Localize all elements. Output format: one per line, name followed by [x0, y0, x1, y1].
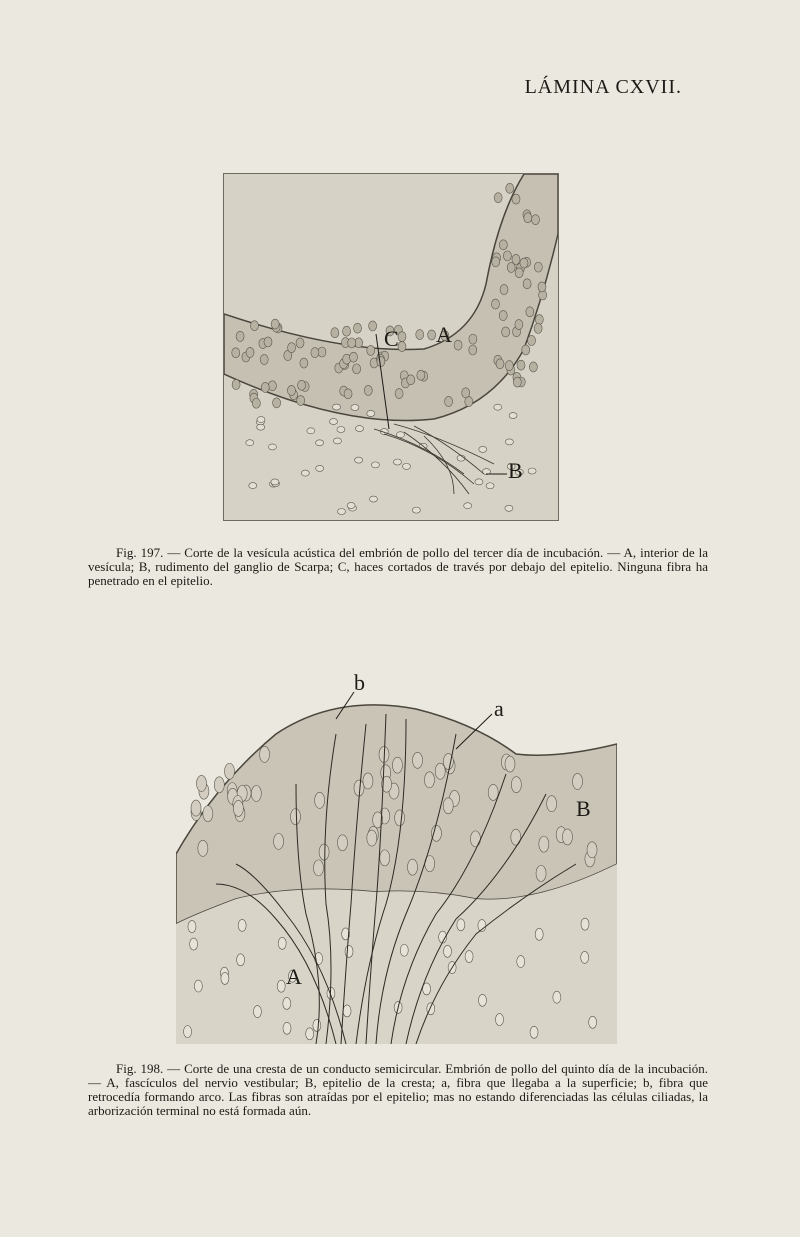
cell-nucleus — [369, 496, 377, 502]
cell-nucleus — [502, 327, 510, 337]
cell-nucleus — [529, 362, 537, 372]
cell-nucleus — [233, 800, 243, 816]
cell-nucleus — [331, 328, 339, 338]
cell-nucleus — [283, 1022, 291, 1034]
cell-nucleus — [313, 1019, 321, 1031]
cell-nucleus — [562, 829, 572, 845]
cell-nucleus — [496, 359, 504, 369]
cell-nucleus — [268, 444, 276, 450]
cell-nucleus — [194, 980, 202, 992]
cell-nucleus — [353, 364, 361, 374]
cell-nucleus — [306, 1028, 314, 1040]
cell-nucleus — [278, 937, 286, 949]
cell-nucleus — [505, 439, 513, 445]
cell-nucleus — [517, 956, 525, 968]
cell-nucleus — [246, 440, 254, 446]
cell-nucleus — [520, 258, 528, 268]
figure-198-label-a: A — [286, 964, 302, 989]
cell-nucleus — [488, 784, 498, 800]
cell-nucleus — [316, 440, 324, 446]
figure-198-illustration — [176, 664, 617, 1044]
cell-nucleus — [413, 752, 423, 768]
figure-198-label-b-small: b — [354, 670, 365, 695]
cell-nucleus — [319, 844, 329, 860]
cell-nucleus — [539, 836, 549, 852]
cell-nucleus — [395, 810, 405, 826]
cell-nucleus — [517, 360, 525, 370]
cell-nucleus — [505, 361, 513, 371]
cell-nucleus — [252, 398, 260, 408]
cell-nucleus — [371, 462, 379, 468]
cell-nucleus — [313, 860, 323, 876]
cell-nucleus — [214, 777, 224, 793]
cell-nucleus — [535, 315, 543, 325]
cell-nucleus — [515, 320, 523, 330]
cell-nucleus — [343, 1005, 351, 1017]
cell-nucleus — [190, 938, 198, 950]
cell-nucleus — [238, 919, 246, 931]
cell-nucleus — [347, 502, 355, 508]
cell-nucleus — [184, 1026, 192, 1038]
cell-nucleus — [268, 381, 276, 391]
cell-nucleus — [332, 404, 340, 410]
cell-nucleus — [470, 831, 480, 847]
figure-197-label-a: A — [436, 322, 452, 347]
cell-nucleus — [475, 479, 483, 485]
cell-nucleus — [581, 918, 589, 930]
cell-nucleus — [315, 792, 325, 808]
cell-nucleus — [416, 330, 424, 340]
cell-nucleus — [297, 396, 305, 406]
cell-nucleus — [486, 483, 494, 489]
cell-nucleus — [402, 463, 410, 469]
figure-197-caption: Fig. 197. — Corte de la vesícula acústica del embrión de pollo del tercer día de incubación. — A, interior de la vesícula; B, rudimento del ganglio de Scarpa; C, haces cortados de través por debajo del epitelio. Ninguna fibra ha penetrado en el epitelio. — [88, 545, 708, 588]
cell-nucleus — [587, 842, 597, 858]
figure-197-label-b: B — [508, 458, 523, 483]
cell-nucleus — [344, 389, 352, 399]
figure-197-label-c: C — [384, 326, 399, 351]
cell-nucleus — [197, 775, 207, 791]
cell-nucleus — [364, 385, 372, 395]
cell-nucleus — [547, 796, 557, 812]
cell-nucleus — [380, 850, 390, 866]
cell-nucleus — [478, 994, 486, 1006]
cell-nucleus — [532, 215, 540, 225]
cell-nucleus — [300, 358, 308, 368]
cell-nucleus — [355, 457, 363, 463]
cell-nucleus — [348, 338, 356, 348]
cell-nucleus — [224, 763, 234, 779]
cell-nucleus — [535, 928, 543, 940]
cell-nucleus — [260, 355, 268, 365]
cell-nucleus — [356, 426, 364, 432]
cell-nucleus — [249, 483, 257, 489]
cell-nucleus — [469, 345, 477, 355]
cell-nucleus — [369, 321, 377, 331]
cell-nucleus — [589, 1016, 597, 1028]
cell-nucleus — [503, 251, 511, 261]
cell-nucleus — [398, 341, 406, 351]
cell-nucleus — [457, 919, 465, 931]
cell-nucleus — [492, 257, 500, 267]
cell-nucleus — [511, 829, 521, 845]
cell-nucleus — [530, 1026, 538, 1038]
cell-nucleus — [329, 419, 337, 425]
cell-nucleus — [454, 340, 462, 350]
cell-nucleus — [553, 991, 561, 1003]
cell-nucleus — [412, 507, 420, 513]
cell-nucleus — [526, 307, 534, 317]
figure-197-drawing — [224, 174, 558, 520]
cell-nucleus — [491, 299, 499, 309]
cell-nucleus — [232, 348, 240, 358]
cell-nucleus — [283, 997, 291, 1009]
figure-197-illustration — [223, 173, 559, 521]
cell-nucleus — [465, 951, 473, 963]
cell-nucleus — [398, 332, 406, 342]
cell-nucleus — [343, 326, 351, 336]
cell-nucleus — [528, 468, 536, 474]
cell-nucleus — [345, 945, 353, 957]
cell-nucleus — [505, 756, 515, 772]
cell-nucleus — [377, 357, 385, 367]
cell-nucleus — [298, 380, 306, 390]
cell-nucleus — [524, 213, 532, 223]
cell-nucleus — [367, 345, 375, 355]
cell-nucleus — [522, 345, 530, 355]
cell-nucleus — [444, 945, 452, 957]
cell-nucleus — [274, 833, 284, 849]
cell-nucleus — [428, 330, 436, 340]
cell-nucleus — [277, 980, 285, 992]
cell-nucleus — [494, 193, 502, 203]
cell-nucleus — [499, 311, 507, 321]
cell-nucleus — [367, 410, 375, 416]
figure-198-caption: Fig. 198. — Corte de una cresta de un conducto semicircular. Embrión de pollo del quinto día de la incubación. — A, fascículos del nervio vestibular; B, epitelio de la cresta; a, fibra que llegaba a la superficie; b, fibra que retrocedía formando arco. Las fibras son atraídas por el epitelio; mas no estando diferenciadas las células ciliadas, la arborización terminal no está formada aún. — [88, 1061, 708, 1118]
cell-nucleus — [506, 183, 514, 193]
cell-nucleus — [538, 282, 546, 292]
cell-nucleus — [512, 194, 520, 204]
cell-nucleus — [236, 331, 244, 341]
cell-nucleus — [479, 446, 487, 452]
cell-nucleus — [221, 972, 229, 984]
cell-nucleus — [393, 459, 401, 465]
cell-nucleus — [462, 388, 470, 398]
cell-nucleus — [499, 240, 507, 250]
cell-nucleus — [534, 323, 542, 333]
cell-nucleus — [513, 377, 521, 387]
cell-nucleus — [260, 746, 270, 762]
cell-nucleus — [291, 809, 301, 825]
cell-nucleus — [296, 338, 304, 348]
cell-nucleus — [251, 785, 261, 801]
cell-nucleus — [515, 268, 523, 278]
cell-nucleus — [523, 279, 531, 289]
cell-nucleus — [500, 285, 508, 295]
cell-nucleus — [395, 389, 403, 399]
cell-nucleus — [271, 479, 279, 485]
cell-nucleus — [509, 413, 517, 419]
cell-nucleus — [400, 944, 408, 956]
cell-nucleus — [469, 334, 477, 344]
cell-nucleus — [443, 798, 453, 814]
cell-nucleus — [203, 806, 213, 822]
cell-nucleus — [253, 1006, 261, 1018]
cell-nucleus — [191, 800, 201, 816]
cell-nucleus — [198, 840, 208, 856]
cell-nucleus — [237, 954, 245, 966]
cell-nucleus — [507, 262, 515, 272]
cell-nucleus — [573, 773, 583, 789]
cell-nucleus — [288, 343, 296, 353]
cell-nucleus — [250, 321, 258, 331]
cell-nucleus — [271, 319, 279, 329]
cell-nucleus — [581, 951, 589, 963]
cell-nucleus — [496, 1014, 504, 1026]
cell-nucleus — [337, 426, 345, 432]
cell-nucleus — [246, 347, 254, 357]
cell-nucleus — [257, 417, 265, 423]
cell-nucleus — [261, 382, 269, 392]
cell-nucleus — [257, 424, 265, 430]
cell-nucleus — [316, 465, 324, 471]
cell-nucleus — [287, 385, 295, 395]
cell-nucleus — [350, 352, 358, 362]
cell-nucleus — [424, 772, 434, 788]
cell-nucleus — [464, 503, 472, 509]
cell-nucleus — [408, 859, 418, 875]
cell-nucleus — [311, 348, 319, 358]
cell-nucleus — [494, 404, 502, 410]
plate-title: LÁMINA CXVII. — [524, 76, 682, 98]
cell-nucleus — [435, 763, 445, 779]
cell-nucleus — [511, 777, 521, 793]
figure-198-label-b: B — [576, 796, 591, 821]
cell-nucleus — [407, 375, 415, 385]
cell-nucleus — [536, 865, 546, 881]
cell-nucleus — [367, 830, 377, 846]
cell-nucleus — [333, 438, 341, 444]
figure-198-drawing — [176, 664, 617, 1044]
cell-nucleus — [354, 323, 362, 333]
cell-nucleus — [301, 470, 309, 476]
cell-nucleus — [338, 835, 348, 851]
cell-nucleus — [188, 921, 196, 933]
cell-nucleus — [232, 380, 240, 390]
cell-nucleus — [505, 505, 513, 511]
cell-nucleus — [392, 757, 402, 773]
cell-nucleus — [363, 773, 373, 789]
cell-nucleus — [431, 825, 441, 841]
cell-nucleus — [534, 262, 542, 272]
cell-nucleus — [307, 428, 315, 434]
cell-nucleus — [445, 396, 453, 406]
figure-198-label-a-small: a — [494, 696, 504, 721]
cell-nucleus — [417, 370, 425, 380]
cell-nucleus — [351, 405, 359, 411]
cell-nucleus — [273, 398, 281, 408]
cell-nucleus — [338, 509, 346, 515]
cell-nucleus — [264, 337, 272, 347]
cell-nucleus — [528, 335, 536, 345]
